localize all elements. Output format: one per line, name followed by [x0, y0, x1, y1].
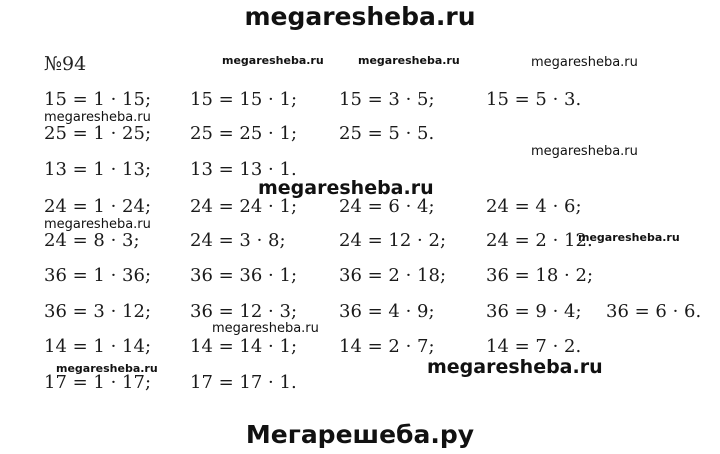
- equation: 24 = 8 · 3;: [44, 230, 140, 251]
- site-header[interactable]: megaresheba.ru: [244, 2, 476, 31]
- task-number: №94: [44, 53, 87, 75]
- equation: 13 = 1 · 13;: [44, 159, 152, 180]
- equation: 36 = 6 · 6.: [606, 301, 702, 322]
- equation: 24 = 3 · 8;: [190, 230, 286, 251]
- equation: 17 = 17 · 1.: [190, 372, 297, 393]
- watermark: megaresheba.ru: [578, 231, 680, 244]
- equation: 25 = 25 · 1;: [190, 123, 298, 144]
- equation: 36 = 9 · 4;: [486, 301, 582, 322]
- equation: 15 = 3 · 5;: [339, 89, 435, 110]
- watermark: megaresheba.ru: [531, 144, 638, 159]
- equation: 14 = 2 · 7;: [339, 336, 435, 357]
- equation: 36 = 18 · 2;: [486, 265, 594, 286]
- equation: 15 = 1 · 15;: [44, 89, 152, 110]
- equation: 15 = 15 · 1;: [190, 89, 298, 110]
- equation: 13 = 13 · 1.: [190, 159, 297, 180]
- equation: 15 = 5 · 3.: [486, 89, 582, 110]
- equation: 36 = 4 · 9;: [339, 301, 435, 322]
- equation: 36 = 1 · 36;: [44, 265, 152, 286]
- equation: 24 = 6 · 4;: [339, 196, 435, 217]
- equation: 24 = 1 · 24;: [44, 196, 152, 217]
- equation: 24 = 24 · 1;: [190, 196, 298, 217]
- watermark: megaresheba.ru: [531, 55, 638, 70]
- equation: 14 = 7 · 2.: [486, 336, 582, 357]
- equation: 24 = 2 · 12.: [486, 230, 593, 251]
- equation: 36 = 3 · 12;: [44, 301, 152, 322]
- equation: 14 = 14 · 1;: [190, 336, 298, 357]
- equation: 14 = 1 · 14;: [44, 336, 152, 357]
- equation: 36 = 2 · 18;: [339, 265, 447, 286]
- watermark: megaresheba.ru: [44, 217, 151, 232]
- equation: 25 = 1 · 25;: [44, 123, 152, 144]
- watermark: megaresheba.ru: [258, 177, 434, 199]
- watermark: megaresheba.ru: [222, 54, 324, 67]
- equation: 36 = 36 · 1;: [190, 265, 298, 286]
- equation: 24 = 4 · 6;: [486, 196, 582, 217]
- watermark: megaresheba.ru: [212, 321, 319, 336]
- equation: 24 = 12 · 2;: [339, 230, 447, 251]
- watermark: megaresheba.ru: [427, 356, 603, 378]
- equation: 17 = 1 · 17;: [44, 372, 152, 393]
- watermark: megaresheba.ru: [358, 54, 460, 67]
- equation: 25 = 5 · 5.: [339, 123, 435, 144]
- watermark: megaresheba.ru: [44, 110, 151, 125]
- watermark: megaresheba.ru: [56, 362, 158, 375]
- site-footer[interactable]: Мегарешеба.ру: [245, 420, 475, 449]
- equation: 36 = 12 · 3;: [190, 301, 298, 322]
